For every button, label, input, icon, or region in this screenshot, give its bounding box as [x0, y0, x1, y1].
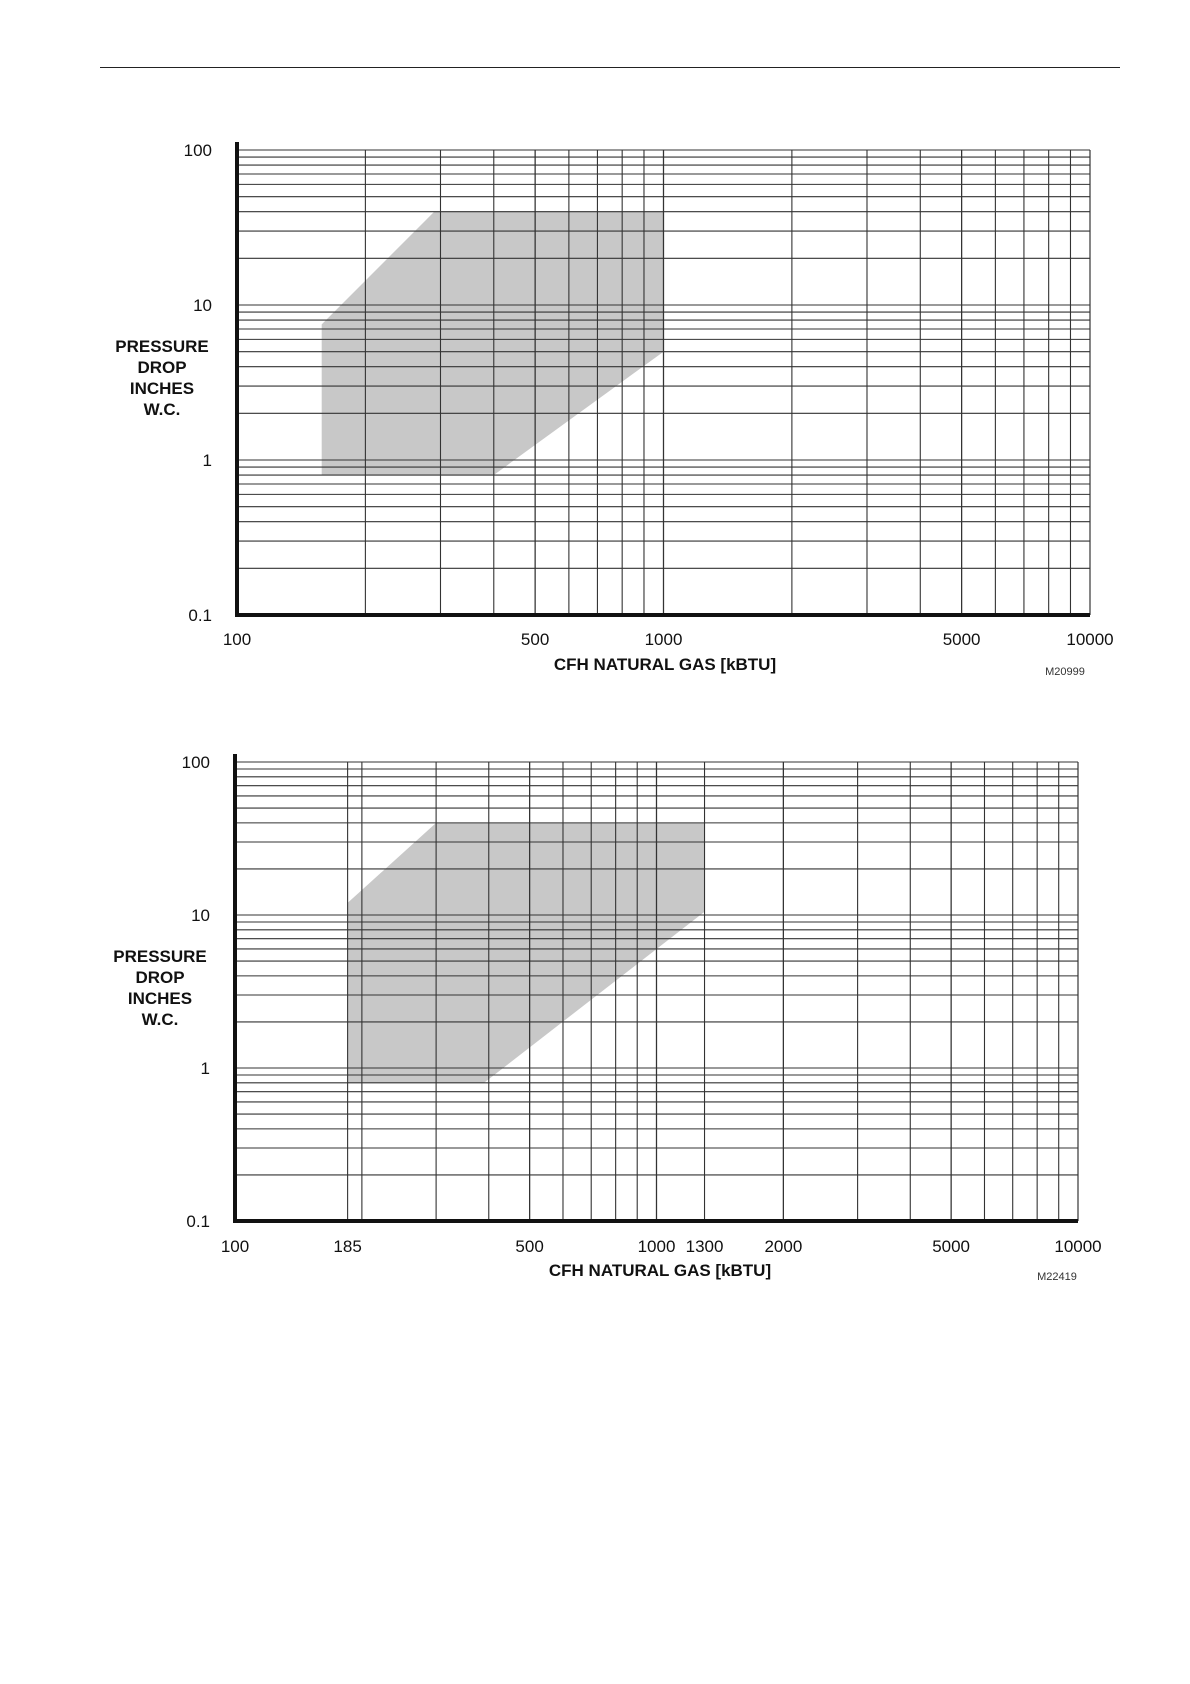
x-tick-label: 100 [220, 1237, 250, 1256]
x-tick-label: 5000 [932, 1237, 971, 1256]
x-axis-label: CFH NATURAL GAS [kBTU] [548, 1261, 772, 1280]
x-tick-label: 2000 [764, 1237, 803, 1256]
y-tick-label: 1 [200, 1059, 210, 1078]
x-tick-label: 185 [333, 1237, 362, 1256]
x-tick-label: 1300 [685, 1237, 724, 1256]
y-tick-label: 0.1 [188, 606, 212, 625]
figure-code: M20999 [1045, 666, 1085, 678]
y-axis-label-line: PRESSURE [113, 947, 207, 966]
y-tick-label: 100 [181, 753, 210, 772]
y-tick-label: 10 [191, 906, 210, 925]
y-axis-label-line: INCHES [129, 379, 195, 398]
y-axis-label-line: W.C. [141, 1010, 179, 1029]
x-axis-label: CFH NATURAL GAS [kBTU] [553, 655, 777, 674]
x-tick-label: 5000 [942, 630, 981, 649]
y-axis-label-line: INCHES [127, 989, 193, 1008]
x-tick-label: 500 [520, 630, 550, 649]
y-tick-label: 1 [202, 451, 212, 470]
x-tick-label: 10000 [1066, 630, 1114, 649]
y-tick-label: 0.1 [186, 1212, 210, 1231]
figure-code: M22419 [1037, 1271, 1077, 1283]
y-axis-label-line: PRESSURE [115, 337, 209, 356]
x-tick-label: 100 [222, 630, 252, 649]
x-tick-label: 1000 [637, 1237, 676, 1256]
y-tick-label: 100 [183, 141, 212, 160]
y-axis-label-line: DROP [135, 968, 185, 987]
operating-region [348, 823, 705, 1083]
x-tick-label: 500 [515, 1237, 544, 1256]
y-axis-label-line: DROP [137, 358, 187, 377]
x-tick-label: 1000 [644, 630, 683, 649]
y-tick-label: 10 [193, 296, 212, 315]
y-axis-label-line: W.C. [143, 400, 181, 419]
x-tick-label: 10000 [1054, 1237, 1102, 1256]
